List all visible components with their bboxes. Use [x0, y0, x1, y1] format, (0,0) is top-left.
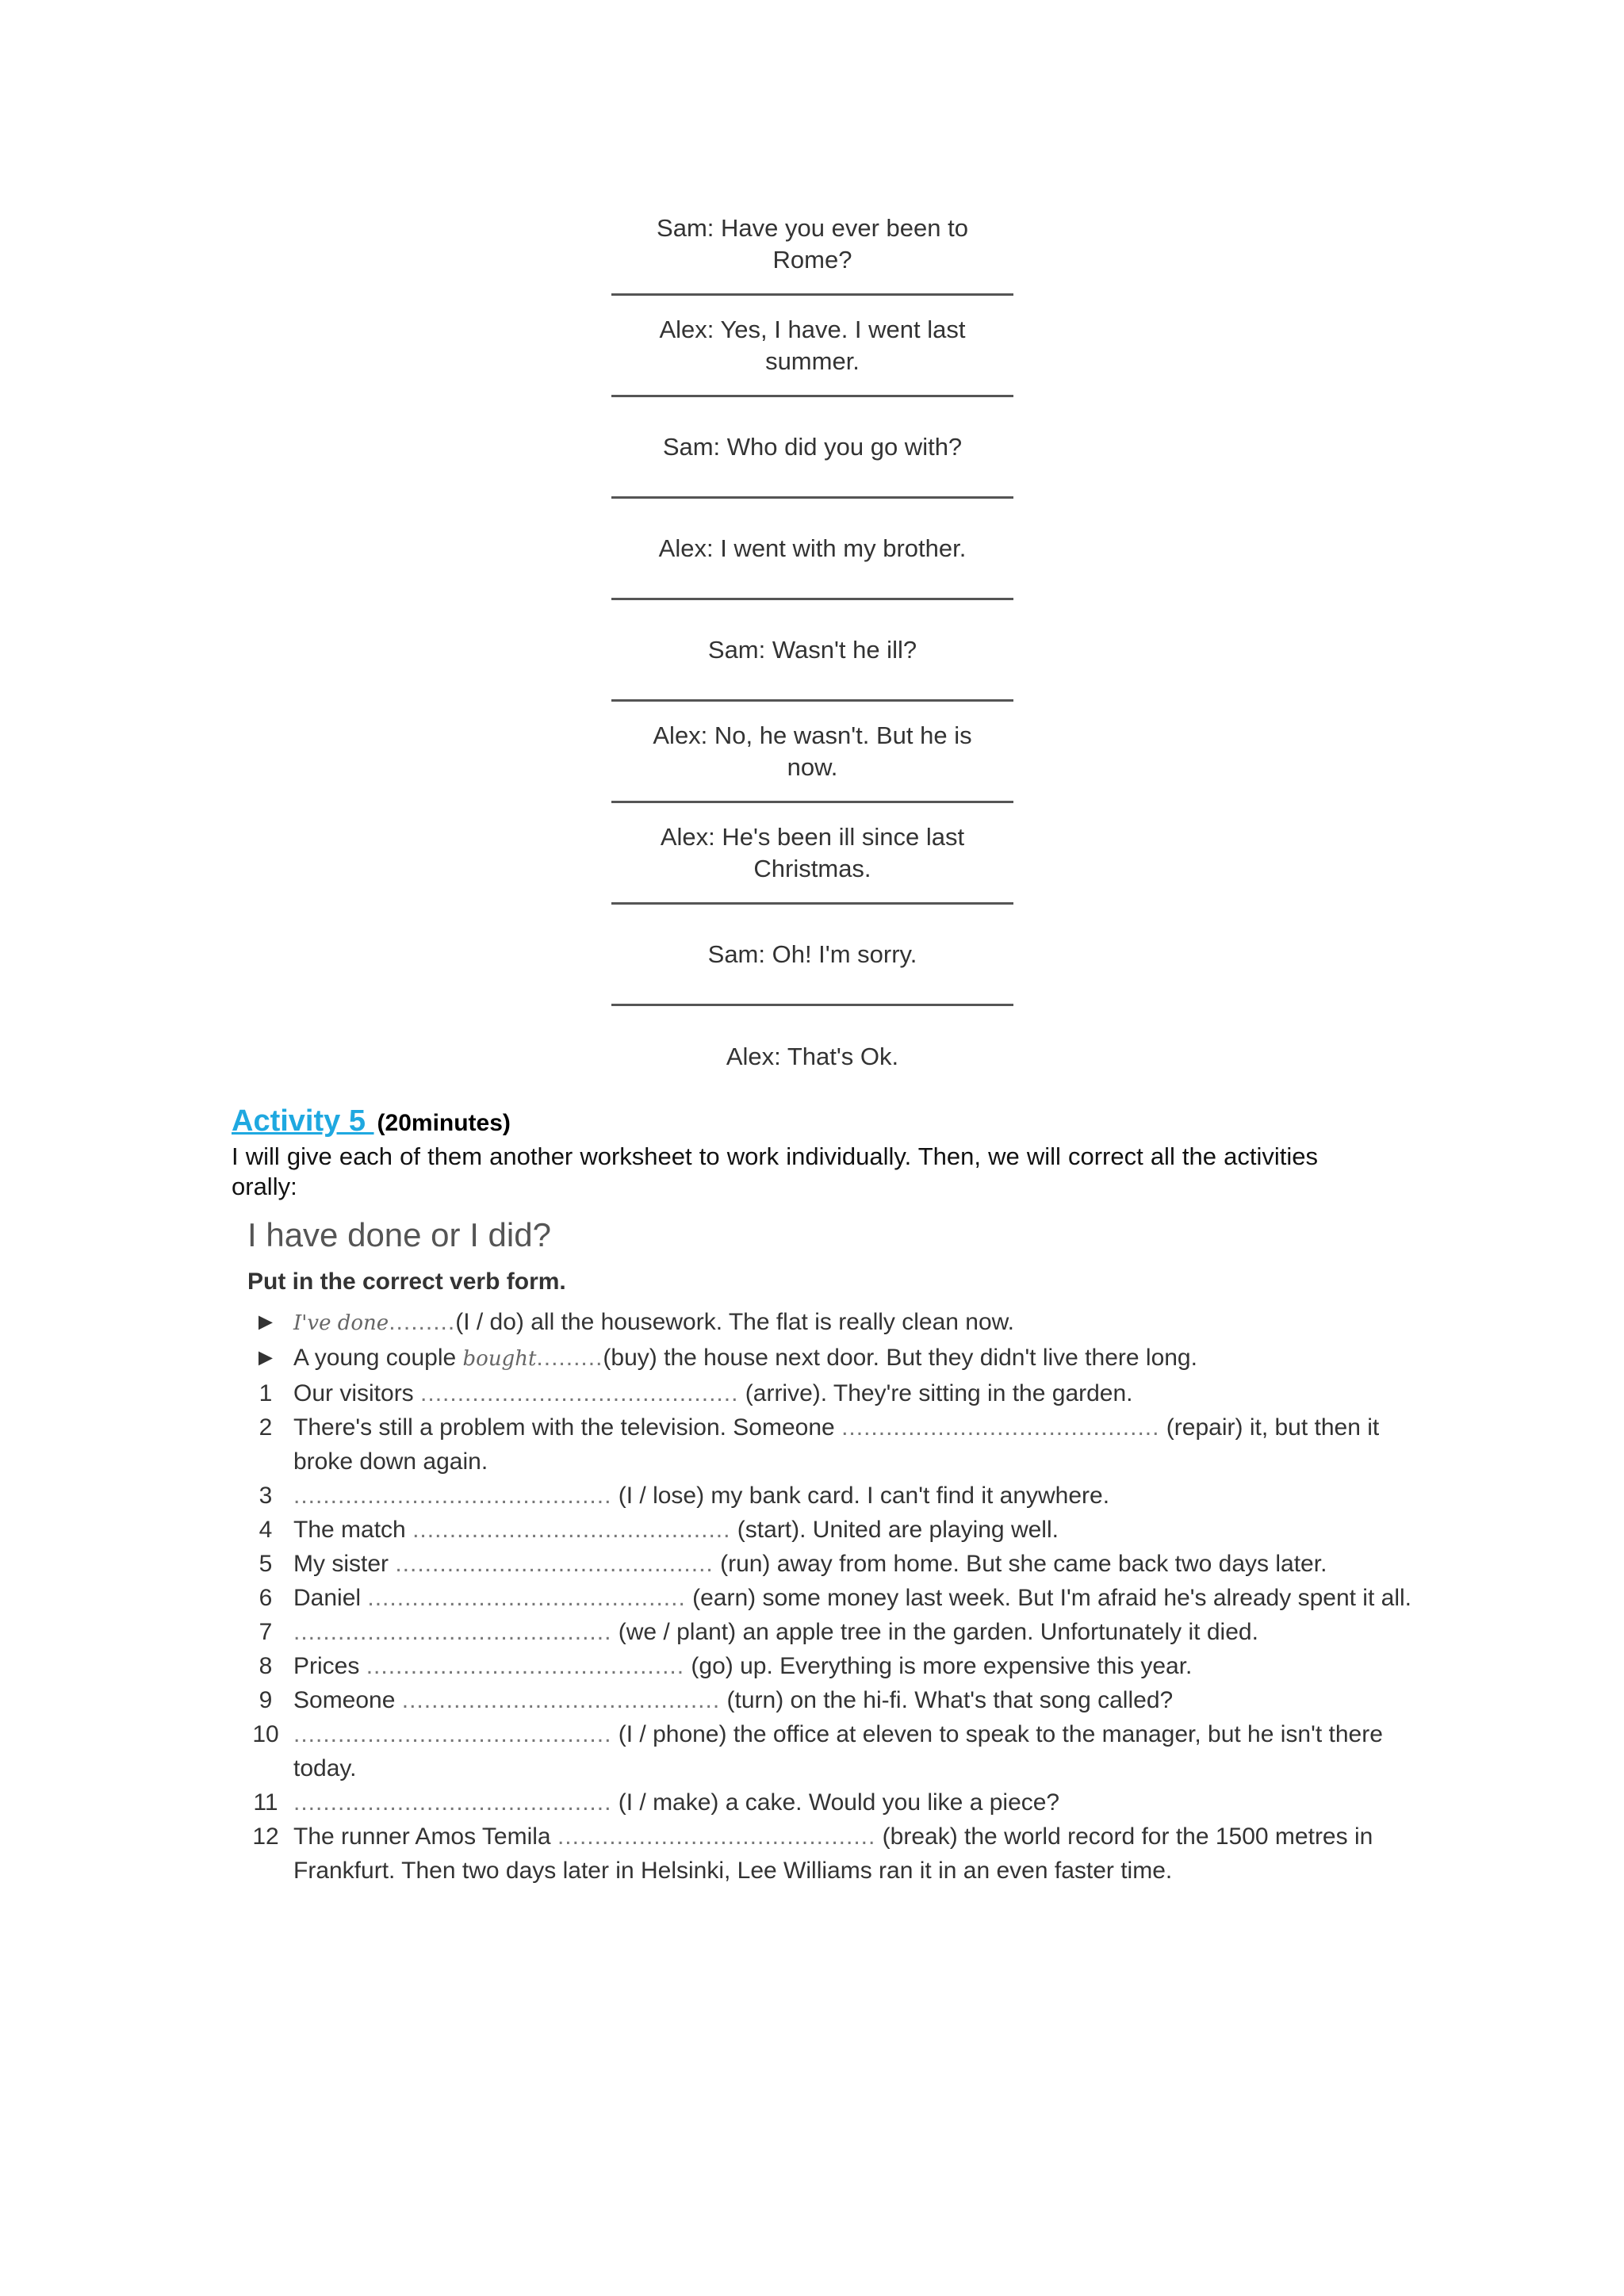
dialogue-line: Alex: That's Ok. — [726, 1043, 899, 1070]
dialogue-line: Sam: Wasn't he ill? — [611, 600, 1013, 702]
exercise-number: ► — [254, 1345, 278, 1371]
answer-blank[interactable]: ........................................... — [412, 1517, 731, 1543]
exercise-suffix: (run) away from home. But she came back two days later. — [713, 1551, 1327, 1577]
dialogue-line: Alex: He's been ill since last Christmas. — [611, 803, 1013, 905]
activity-heading — [232, 1104, 1421, 1138]
exercise-text — [293, 1785, 1443, 1820]
exercise-number: 7 — [259, 1619, 273, 1645]
exercise-suffix: (go) up. Everything is more expensive this year. — [684, 1653, 1193, 1679]
answer-blank[interactable]: ........................................... — [395, 1551, 714, 1577]
exercise-item — [238, 1581, 1443, 1615]
exercise-number: 1 — [259, 1380, 273, 1406]
exercise-suffix: (I / phone) the office at eleven to speak to the manager, but he isn't there today. — [293, 1721, 1383, 1781]
exercise-suffix: (arrive). They're sitting in the garden. — [738, 1380, 1133, 1406]
exercise-item — [238, 1305, 1443, 1341]
answer-blank[interactable]: ........................................... — [293, 1721, 612, 1747]
answer-blank[interactable]: ........................................... — [293, 1619, 612, 1645]
worksheet — [238, 1197, 1443, 1888]
exercise-number: 12 — [252, 1823, 279, 1850]
exercise-number: 3 — [259, 1483, 273, 1509]
exercise-text — [293, 1581, 1443, 1615]
exercise-item — [238, 1410, 1443, 1479]
worksheet-instruction: Put in the correct verb form. — [247, 1269, 566, 1295]
exercise-item — [238, 1683, 1443, 1717]
answer-blank[interactable]: ........................................... — [367, 1585, 686, 1611]
exercise-number: 9 — [259, 1687, 273, 1713]
exercise-item — [238, 1341, 1443, 1376]
exercise-text — [293, 1615, 1443, 1649]
answer-blank[interactable]: ........................................... — [293, 1789, 612, 1816]
exercise-prefix: My sister — [293, 1551, 396, 1577]
exercise-item — [238, 1479, 1443, 1513]
answer-blank[interactable]: ........................................... — [366, 1653, 685, 1679]
exercise-text — [293, 1305, 1443, 1341]
dialogue-line: Sam: Have you ever been to Rome? — [611, 194, 1013, 296]
exercise-number: 2 — [259, 1414, 273, 1441]
exercise-number: ► — [254, 1309, 278, 1335]
exercise-prefix: The runner Amos Temila — [293, 1823, 557, 1850]
exercise-number: 5 — [259, 1551, 273, 1577]
exercise-prefix: The match — [293, 1517, 413, 1543]
exercise-suffix: (buy) the house next door. But they didn't live there long. — [603, 1345, 1197, 1371]
exercise-number: 8 — [259, 1653, 273, 1679]
exercise-prefix: Prices — [293, 1653, 366, 1679]
dialogue-line: Sam: Oh! I'm sorry. — [611, 905, 1013, 1006]
answer-blank: ......... — [536, 1345, 603, 1371]
activity-section — [232, 1104, 1421, 1202]
answer-blank[interactable]: ........................................... — [557, 1823, 876, 1850]
exercise-prefix: There's still a problem with the television. Someone — [293, 1414, 842, 1441]
activity-title-link[interactable]: Activity 5 — [232, 1104, 374, 1138]
exercise-text — [293, 1717, 1443, 1785]
exercise-suffix: (break) the world record for the 1500 metres in Frankfurt. Then two days later in Helsinki, Lee Williams ran it in an even faster time. — [293, 1823, 1373, 1884]
exercise-suffix: (repair) it, but then it broke down again. — [293, 1414, 1380, 1475]
exercise-item — [238, 1547, 1443, 1581]
worksheet-title: I have done or I did? — [247, 1216, 551, 1253]
exercise-prefix: Daniel — [293, 1585, 368, 1611]
handwritten-answer: I've done — [293, 1311, 389, 1335]
exercise-text — [293, 1513, 1443, 1547]
exercise-list — [238, 1305, 1443, 1888]
exercise-suffix: (we / plant) an apple tree in the garden. Unfortunately it died. — [611, 1619, 1258, 1645]
dialogue-line: Sam: Who did you go with? — [611, 397, 1013, 499]
answer-blank[interactable]: ........................................... — [293, 1483, 612, 1509]
exercise-item — [238, 1376, 1443, 1410]
activity-duration: (20minutes) — [377, 1110, 511, 1136]
answer-blank[interactable]: ........................................... — [420, 1380, 739, 1406]
exercise-number: 6 — [259, 1585, 273, 1611]
exercise-suffix: (I / lose) my bank card. I can't find it anywhere. — [611, 1483, 1110, 1509]
dialogue-line: Alex: I went with my brother. — [611, 499, 1013, 600]
exercise-number: 4 — [259, 1517, 273, 1543]
exercise-suffix: (earn) some money last week. But I'm afraid he's already spent it all. — [685, 1585, 1411, 1611]
exercise-item — [238, 1615, 1443, 1649]
exercise-prefix: A young couple — [293, 1345, 463, 1371]
exercise-suffix: (I / make) a cake. Would you like a piece? — [611, 1789, 1060, 1816]
exercise-prefix: Our visitors — [293, 1380, 421, 1406]
exercise-suffix: (turn) on the hi-fi. What's that song called? — [720, 1687, 1174, 1713]
exercise-text — [293, 1479, 1443, 1513]
exercise-number: 10 — [252, 1721, 279, 1747]
answer-blank[interactable]: ........................................... — [841, 1414, 1160, 1441]
answer-blank[interactable]: ........................................... — [401, 1687, 721, 1713]
handwritten-answer: bought — [462, 1347, 537, 1371]
exercise-item — [238, 1649, 1443, 1683]
exercise-prefix: Someone — [293, 1687, 402, 1713]
exercise-text — [293, 1820, 1443, 1888]
exercise-text — [293, 1649, 1443, 1683]
dialogue-line: Alex: No, he wasn't. But he is now. — [611, 702, 1013, 803]
exercise-text — [293, 1683, 1443, 1717]
dialogue-table — [611, 194, 1013, 1108]
exercise-item — [238, 1820, 1443, 1888]
dialogue-line: Alex: Yes, I have. I went last summer. — [611, 296, 1013, 397]
exercise-item — [238, 1717, 1443, 1785]
exercise-text — [293, 1547, 1443, 1581]
exercise-number: 11 — [253, 1789, 278, 1816]
exercise-item — [238, 1785, 1443, 1820]
answer-blank: ......... — [389, 1309, 456, 1335]
exercise-suffix: (start). United are playing well. — [730, 1517, 1059, 1543]
activity-description: I will give each of them another worksheet to work individually. Then, we will correct all the activities orally: — [232, 1142, 1318, 1200]
exercise-text — [293, 1341, 1443, 1376]
exercise-suffix: (I / do) all the housework. The flat is really clean now. — [455, 1309, 1014, 1335]
exercise-text — [293, 1376, 1443, 1410]
exercise-text — [293, 1410, 1443, 1479]
exercise-item — [238, 1513, 1443, 1547]
